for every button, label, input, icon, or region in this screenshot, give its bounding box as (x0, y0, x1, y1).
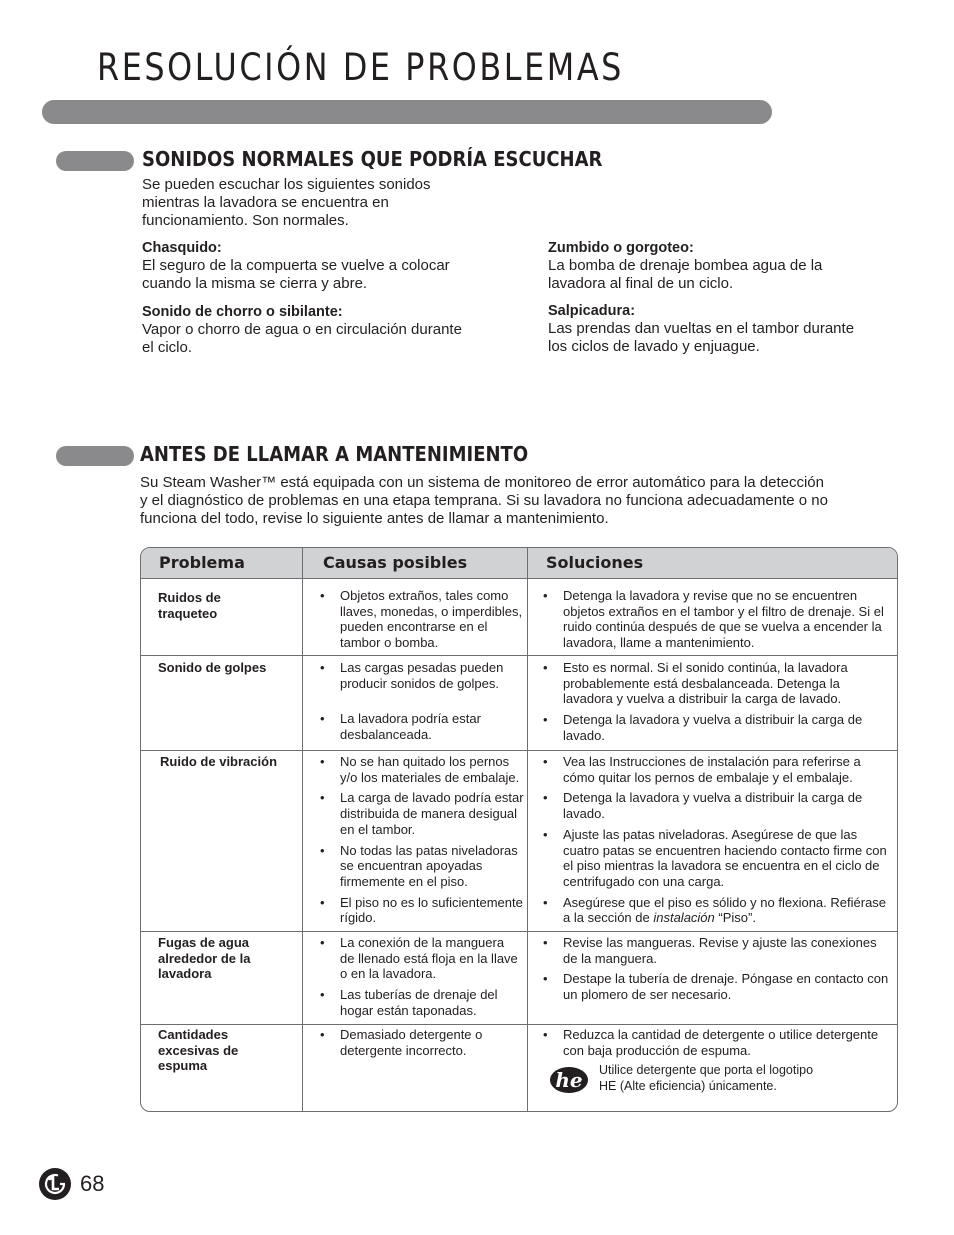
page-number: 68 (80, 1171, 105, 1196)
sound-term: Sonido de chorro o sibilante: (142, 304, 343, 320)
table-row-problem: Sonido de golpes (158, 660, 267, 675)
section-pill (56, 446, 134, 466)
intro-line: Se pueden escuchar los siguientes sonidos (142, 176, 431, 193)
header-problem: Problema (159, 553, 245, 572)
sound-item-click (142, 239, 502, 293)
page-title: RESOLUCIÓN DE PROBLEMAS (97, 46, 624, 89)
sound-desc: cuando la misma se cierra y abre. (142, 275, 368, 292)
solutions-list (541, 754, 891, 931)
list-item: • Esto es normal. Si el sonido continúa, la lavadora probablemente está desbalanceada. Detenga la lavadora y vuelva a distribuir la carga de lavado. (541, 660, 891, 707)
sound-desc: Las prendas dan vueltas en el tambor durante (548, 320, 855, 337)
column-divider (302, 548, 303, 1111)
italic-word: instalación (653, 910, 715, 926)
sound-item-hum (548, 239, 908, 293)
causes-list (318, 1027, 518, 1063)
sounds-intro (142, 176, 431, 230)
intro-line: Su Steam Washer™ está equipada con un sistema de monitoreo de error automático para la detección (140, 474, 824, 491)
sounds-heading: SONIDOS NORMALES QUE PODRÍA ESCUCHAR (142, 147, 603, 171)
svg-text:he: he (555, 1068, 583, 1092)
section-pill (56, 151, 134, 171)
list-item: • No se han quitado los pernos y/o los materiales de embalaje. (318, 754, 528, 785)
list-item: • Asegúrese que el piso es sólido y no flexiona. Refiérase a la sección de instalación “Piso”. (541, 895, 891, 926)
solutions-list (541, 1027, 891, 1063)
he-note-line: HE (Alte eficiencia) únicamente. (599, 1079, 777, 1093)
solutions-list (541, 935, 891, 1008)
list-item: • Detenga la lavadora y revise que no se encuentren objetos extraños en el tambor y el filtro de drenaje. Si el ruido continúa después de que se vuelva a encender la lavadora, llame a mantenimiento. (541, 588, 891, 651)
sound-item-hiss (142, 303, 502, 357)
troubleshooting-table (140, 547, 898, 1112)
sound-item-splash (548, 302, 908, 356)
table-header (141, 548, 897, 579)
solutions-list (541, 588, 891, 656)
causes-list (318, 935, 518, 1024)
list-item: • No todas las patas niveladoras se encuentran apoyadas firmemente en el piso. (318, 843, 528, 890)
title-bar (42, 100, 772, 124)
list-item: • Detenga la lavadora y vuelva a distribuir la carga de lavado. (541, 790, 891, 821)
sound-desc: El seguro de la compuerta se vuelve a colocar (142, 257, 450, 274)
list-item: • Objetos extraños, tales como llaves, monedas, o imperdibles, pueden encontrarse en el tambor o bomba. (318, 588, 528, 651)
he-note (549, 1062, 879, 1098)
intro-line: funciona del todo, revise lo siguiente antes de llamar a mantenimiento. (140, 510, 609, 527)
list-item: • La carga de lavado podría estar distribuida de manera desigual en el tambor. (318, 790, 528, 837)
sound-term: Zumbido o gorgoteo: (548, 240, 694, 256)
row-divider (141, 1024, 897, 1025)
sound-term: Salpicadura: (548, 303, 636, 319)
lg-logo-icon (38, 1167, 72, 1201)
service-intro (140, 474, 828, 528)
service-heading: ANTES DE LLAMAR A MANTENIMIENTO (140, 442, 529, 466)
sound-desc: Vapor o chorro de agua o en circulación durante (142, 321, 462, 338)
causes-list (318, 588, 528, 656)
he-logo-icon (549, 1066, 589, 1094)
intro-line: y el diagnóstico de problemas en una etapa temprana. Si su lavadora no funciona adecuadamente o no (140, 492, 828, 509)
list-item: • Las cargas pesadas pueden producir sonidos de golpes. (318, 660, 518, 691)
causes-list (318, 660, 518, 748)
sound-desc: lavadora al final de un ciclo. (548, 275, 734, 292)
causes-list (318, 754, 528, 931)
header-causes: Causas posibles (323, 553, 468, 572)
table-row-problem: Cantidades excesivas de espuma (158, 1027, 239, 1073)
header-solutions: Soluciones (546, 553, 644, 572)
intro-line: mientras la lavadora se encuentra en (142, 194, 389, 211)
sound-desc: los ciclos de lavado y enjuague. (548, 338, 760, 355)
list-item: • La conexión de la manguera de llenado está floja en la llave o en la lavadora. (318, 935, 518, 982)
list-item: • Las tuberías de drenaje del hogar están taponadas. (318, 987, 518, 1018)
row-divider (141, 750, 897, 751)
list-item: • Vea las Instrucciones de instalación para referirse a cómo quitar los pernos de embalaje y el embalaje. (541, 754, 891, 785)
sound-desc: La bomba de drenaje bombea agua de la (548, 257, 823, 274)
list-item: • Destape la tubería de drenaje. Póngase en contacto con un plomero de ser necesario. (541, 971, 891, 1002)
list-item: • Detenga la lavadora y vuelva a distribuir la carga de lavado. (541, 712, 891, 743)
intro-line: funcionamiento. Son normales. (142, 212, 349, 229)
sound-desc: el ciclo. (142, 339, 193, 356)
list-item: • Demasiado detergente o detergente incorrecto. (318, 1027, 518, 1058)
row-divider (141, 931, 897, 932)
table-row-problem: Ruidos de traqueteo (158, 590, 221, 621)
solutions-list (541, 660, 891, 749)
list-item: • Revise las mangueras. Revise y ajuste las conexiones de la manguera. (541, 935, 891, 966)
list-item: • Ajuste las patas niveladoras. Asegúrese de que las cuatro patas se encuentren haciendo contacto firme con el piso mientras la lavadora se encuentra en el ciclo de centrifugado con una carga. (541, 827, 891, 890)
list-item: • La lavadora podría estar desbalanceada. (318, 711, 518, 742)
list-item: • Reduzca la cantidad de detergente o utilice detergente con baja producción de espuma. (541, 1027, 891, 1058)
list-item: • El piso no es lo suficientemente rígido. (318, 895, 528, 926)
sound-term: Chasquido: (142, 240, 222, 256)
he-note-text (599, 1062, 813, 1094)
table-row-problem: Ruido de vibración (160, 754, 278, 769)
table-row-problem: Fugas de agua alrededor de la lavadora (158, 935, 251, 981)
he-note-line: Utilice detergente que porta el logotipo (599, 1063, 814, 1077)
